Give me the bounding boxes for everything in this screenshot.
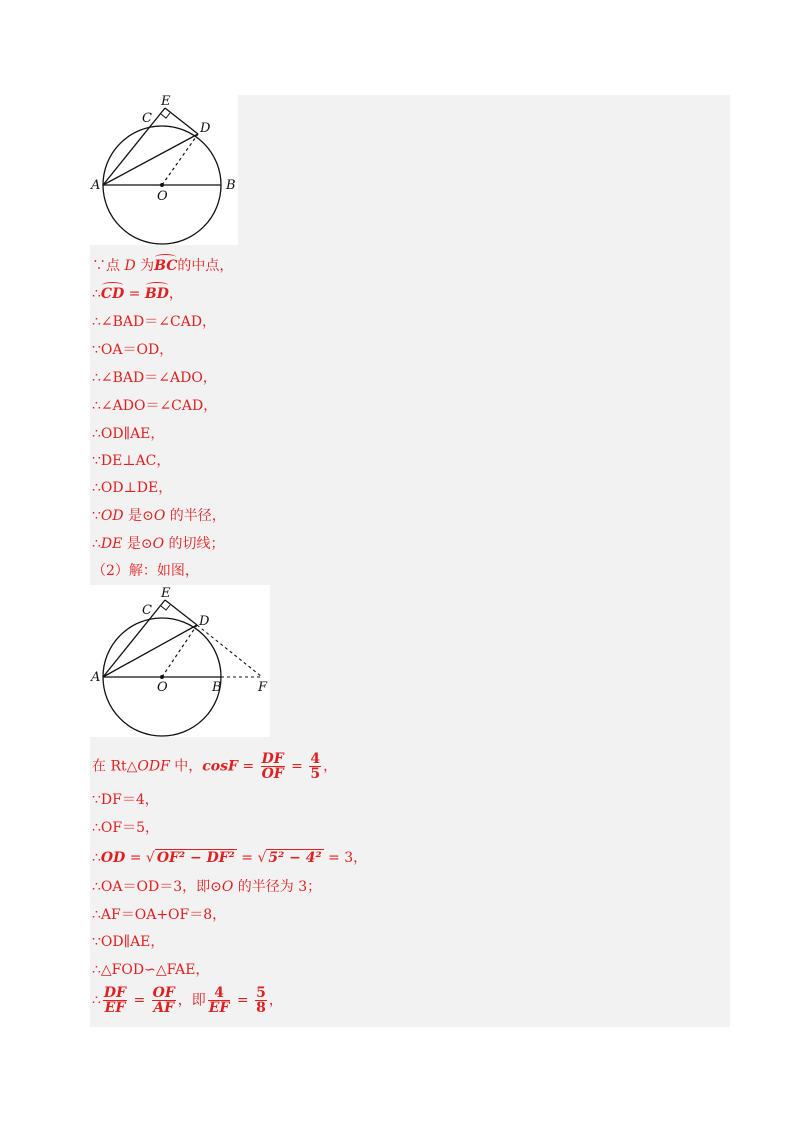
line-6: ∴∠ADO＝∠CAD， [92, 398, 218, 414]
label-A: A [91, 670, 101, 685]
label-C: C [142, 111, 152, 126]
line-7: ∴OD∥AE， [92, 426, 165, 442]
fraction-5-8: $\frac{5}{8}$ [256, 985, 266, 1016]
line-18: ∴AF＝OA+OF＝8， [92, 907, 227, 923]
line-10: ∵OD 是⊙O 的半径， [92, 508, 226, 524]
line-1: ∵点 D 为BC的中点， [92, 258, 234, 274]
label-D: D [199, 614, 210, 629]
fraction-4-5: $\frac{4}{5}$ [310, 751, 321, 782]
fraction-df-of: $\frac{DF}{OF}$ [261, 751, 284, 782]
circle-diagram-2 [90, 585, 270, 737]
geometry-figure-2 [90, 585, 270, 737]
line-12: （2）解：如图， [92, 563, 199, 579]
label-C: C [142, 603, 152, 618]
line-11: ∴DE 是⊙O 的切线； [92, 536, 225, 552]
line-9: ∴OD⊥DE， [92, 480, 173, 496]
fraction-4-ef: $\frac{4}{EF}$ [208, 985, 230, 1016]
line-20: ∴△FOD∽△FAE， [92, 962, 210, 978]
line-13: 在 Rt△ODF 中，cosF = $\frac{DF}{OF}$ = $\frac{4}{5}$ ， [92, 751, 338, 782]
line-4: ∵OA＝OD， [92, 342, 174, 358]
label-O: O [157, 680, 168, 695]
label-B: B [226, 178, 236, 193]
line-2: ∴CD = BD， [92, 286, 183, 302]
label-E: E [161, 586, 171, 601]
sqrt-expression-1: √ OF² − DF² [145, 850, 235, 866]
line-3: ∴∠BAD＝∠CAD， [92, 314, 217, 330]
line-17: ∴OA＝OD＝3，即⊙O 的半径为 3； [92, 879, 322, 895]
circle-diagram-1 [90, 95, 238, 245]
fraction-of-af: $\frac{OF}{AF}$ [152, 985, 175, 1016]
line-8: ∵DE⊥AC， [92, 453, 171, 469]
fraction-df-ef: $\frac{DF}{EF}$ [103, 985, 127, 1016]
label-F: F [258, 680, 268, 695]
line-21: ∴ $\frac{DF}{EF}$ = $\frac{OF}{AF}$ ，即 $\frac{4}{EF}$ = $\frac{5}{8}$ ， [92, 985, 283, 1016]
line-16: ∴OD = √ OF² − DF² = √ 5² − 4² = 3， [92, 850, 368, 866]
label-B: B [212, 680, 222, 695]
line-15: ∴OF＝5， [92, 820, 160, 836]
label-A: A [91, 178, 101, 193]
line-14: ∵DF＝4， [92, 792, 159, 808]
sqrt-expression-2: √ 5² − 4² [257, 850, 322, 866]
line-5: ∴∠BAD＝∠ADO， [92, 370, 217, 386]
geometry-figure-1 [90, 95, 238, 245]
label-E: E [161, 95, 171, 109]
line-19: ∵OD∥AE， [92, 934, 165, 950]
label-O: O [157, 189, 168, 204]
label-D: D [200, 121, 211, 136]
